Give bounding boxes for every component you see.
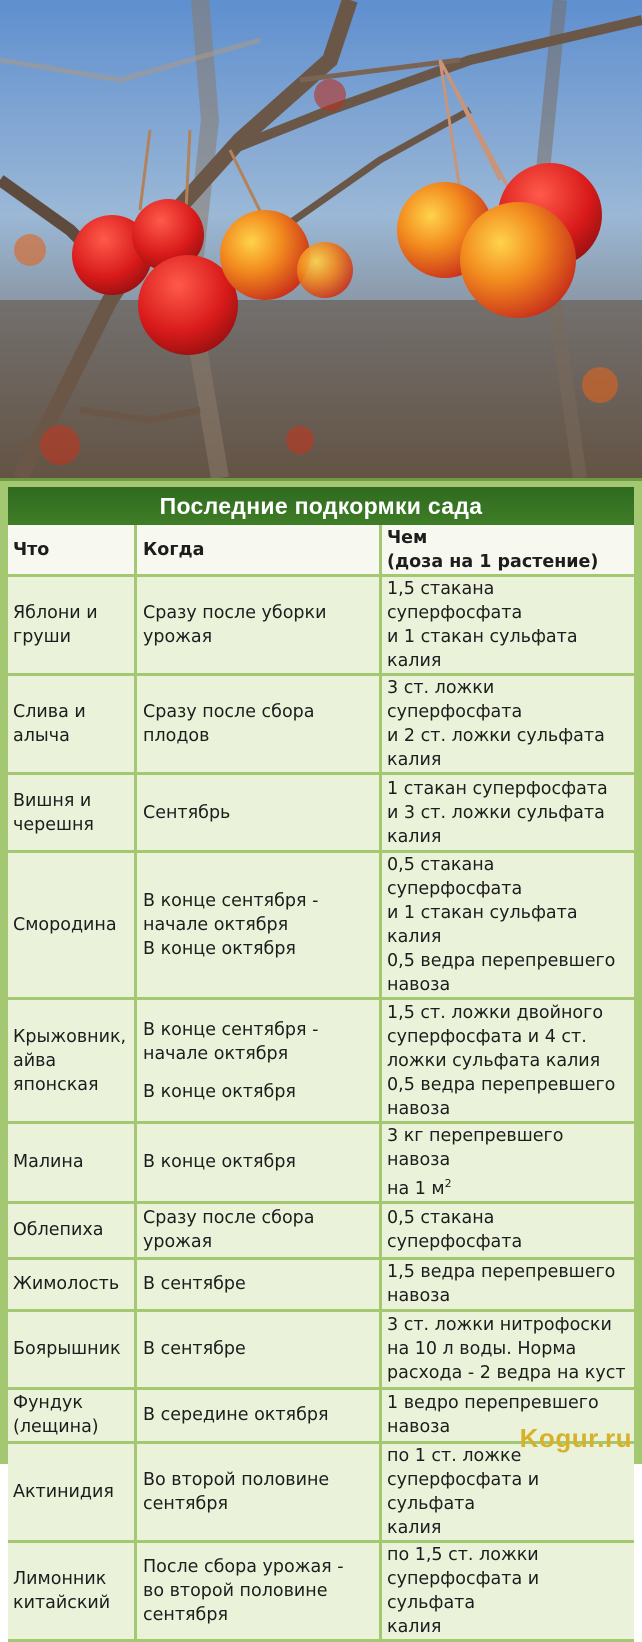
header-what: Что [8,525,134,577]
cell-when: Во второй половине сентября [134,1444,379,1543]
table-row [8,1260,634,1312]
table-row [8,1000,634,1124]
table-row [8,1444,634,1543]
table-row [8,1124,634,1204]
table-row [8,775,634,853]
table-row [8,1312,634,1390]
fertilizer-table-panel [0,478,642,1637]
cell-with: 1 стакан суперфосфата и 3 ст. ложки сульфата калия [379,775,634,853]
cell-when: В сентябре [134,1312,379,1390]
cell-with: 3 кг перепревшего навоза на 1 $м^2$ [379,1124,634,1204]
cell-with: по 1 ст. ложке суперфосфата и сульфата калия [379,1444,634,1543]
table-row [8,577,634,676]
header-when: Когда [134,525,379,577]
cell-with: 1 ведро перепревшего навоза [379,1390,634,1444]
cell-what: Жимолость [8,1260,134,1312]
cell-when: В конце сентября - начале октября В конце октября [134,1000,379,1124]
cell-what: Актинидия [8,1444,134,1543]
cell-what: Крыжовник, айва японская [8,1000,134,1124]
cell-what: Слива и алыча [8,676,134,775]
cell-with: 3 ст. ложки суперфосфата и 2 ст. ложки сульфата калия [379,676,634,775]
cell-when: После сбора урожая - во второй половине сентября [134,1543,379,1642]
site-watermark: Kogur.ru [519,1423,632,1453]
cell-when: Сентябрь [134,775,379,853]
cell-with: 0,5 стакана суперфосфата и 1 стакан сульфата калия 0,5 ведра перепревшего навоза [379,853,634,1000]
table-row [8,676,634,775]
table-row [8,1204,634,1260]
table-title: Последние подкормки сада [8,487,634,525]
cell-what: Лимонник китайский [8,1543,134,1642]
cell-what: Малина [8,1124,134,1204]
cell-with: 3 ст. ложки нитрофоски на 10 л воды. Норма расхода - 2 ведра на куст [379,1312,634,1390]
cell-when: В конце октября [134,1124,379,1204]
cell-with: 1,5 ведра перепревшего навоза [379,1260,634,1312]
cell-when: Сразу после уборки урожая [134,577,379,676]
header-photo-apples [0,0,642,478]
cell-with: 1,5 стакана суперфосфата и 1 стакан сульфата калия [379,577,634,676]
cell-when: В конце сентября - начале октября В конце октября [134,853,379,1000]
header-with: Чем (доза на 1 растение) [379,525,634,577]
cell-with: 1,5 ст. ложки двойного суперфосфата и 4 ст. ложки сульфата калия 0,5 ведра перепревшего навоза [379,1000,634,1124]
table-row [8,1543,634,1642]
cell-when: В середине октября [134,1390,379,1444]
cell-what: Смородина [8,853,134,1000]
cell-what: Боярышник [8,1312,134,1390]
table-header-row [8,525,634,577]
cell-what: Яблони и груши [8,577,134,676]
table-row [8,853,634,1000]
cell-when: В сентябре [134,1260,379,1312]
cell-what: Вишня и черешня [8,775,134,853]
cell-with: 0,5 стакана суперфосфата [379,1204,634,1260]
cell-what: Фундук (лещина) [8,1390,134,1444]
cell-when: Сразу после сбора урожая [134,1204,379,1260]
fertilizer-table [8,525,634,1642]
cell-what: Облепиха [8,1204,134,1260]
cell-when: Сразу после сбора плодов [134,676,379,775]
cell-with: по 1,5 ст. ложки суперфосфата и сульфата калия [379,1543,634,1642]
